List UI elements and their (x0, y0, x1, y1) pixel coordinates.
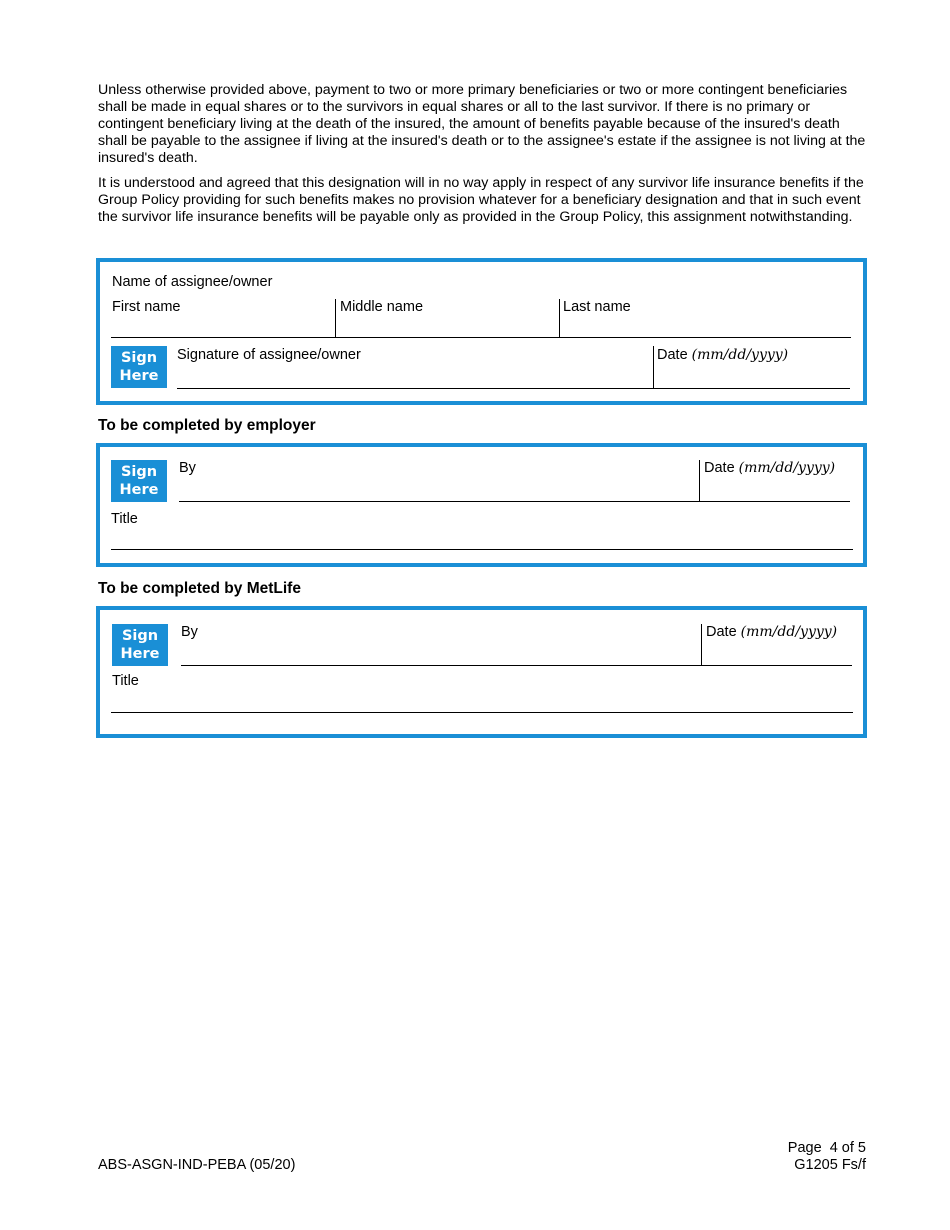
by-signature-line[interactable] (179, 501, 850, 502)
signature-line[interactable] (177, 388, 850, 389)
date-label (657, 347, 788, 363)
title-label: Title (112, 673, 139, 689)
date-label-text: Date (706, 624, 737, 640)
form-id: ABS-ASGN-IND-PEBA (05/20) (98, 1157, 296, 1173)
form-code: G1205 Fs/f (794, 1157, 866, 1173)
date-label-text: Date (704, 460, 735, 476)
assignee-box (96, 258, 867, 405)
date-label (704, 460, 835, 476)
last-name-label: Last name (563, 299, 631, 315)
first-name-label: First name (112, 299, 181, 315)
intro-paragraph-2: It is understood and agreed that this designation will in no way apply in respect of any survivor life insurance benefits if the Group Policy providing for such benefits makes no provision whatever for a beneficiary designation and that in such event the survivor life insurance benefits will be payable only as provided in the Group Policy, this assignment notwithstanding. (98, 175, 864, 225)
signature-label: Signature of assignee/owner (177, 347, 361, 363)
divider (699, 460, 700, 502)
sign-here-badge (111, 460, 167, 502)
divider (559, 299, 560, 337)
sign-badge-line1: Sign (121, 628, 159, 644)
intro-paragraph-1: Unless otherwise provided above, payment to two or more primary beneficiaries or two or more contingent beneficiaries shall be made in equal shares or to the survivors in equal shares or all to the last survivor. If there is no primary or contingent beneficiary living at the death of the insured, the amount of benefits payable because of the insured's death shall be payable to the assignee if living at the insured's death or to the assignee's estate if the assignee is not living at the insured's death. (98, 82, 866, 166)
sign-here-badge (112, 624, 168, 666)
sign-badge-line1: Sign (120, 464, 158, 480)
sign-here-badge (111, 346, 167, 388)
metlife-heading: To be completed by MetLife (98, 580, 301, 597)
date-format: (mm/dd/yyyy) (738, 460, 836, 476)
divider (701, 624, 702, 666)
date-label (706, 624, 837, 640)
name-field-line[interactable] (111, 337, 851, 338)
assignee-name-label: Name of assignee/owner (112, 274, 273, 290)
sign-badge-line2: Here (119, 482, 159, 498)
page-number: Page 4 of 5 (787, 1140, 866, 1156)
by-label: By (179, 460, 196, 476)
metlife-box (96, 606, 867, 738)
date-format: (mm/dd/yyyy) (691, 347, 789, 363)
by-label: By (181, 624, 198, 640)
title-line[interactable] (111, 549, 853, 550)
title-label: Title (111, 511, 138, 527)
by-signature-line[interactable] (181, 665, 852, 666)
sign-badge-line2: Here (120, 646, 160, 662)
divider (653, 346, 654, 388)
sign-badge-line1: Sign (120, 350, 158, 366)
sign-badge-line2: Here (119, 368, 159, 384)
employer-box (96, 443, 867, 567)
employer-heading: To be completed by employer (98, 417, 316, 434)
date-label-text: Date (657, 347, 688, 363)
divider (335, 299, 336, 337)
title-line[interactable] (111, 712, 853, 713)
date-format: (mm/dd/yyyy) (740, 624, 838, 640)
middle-name-label: Middle name (340, 299, 424, 315)
